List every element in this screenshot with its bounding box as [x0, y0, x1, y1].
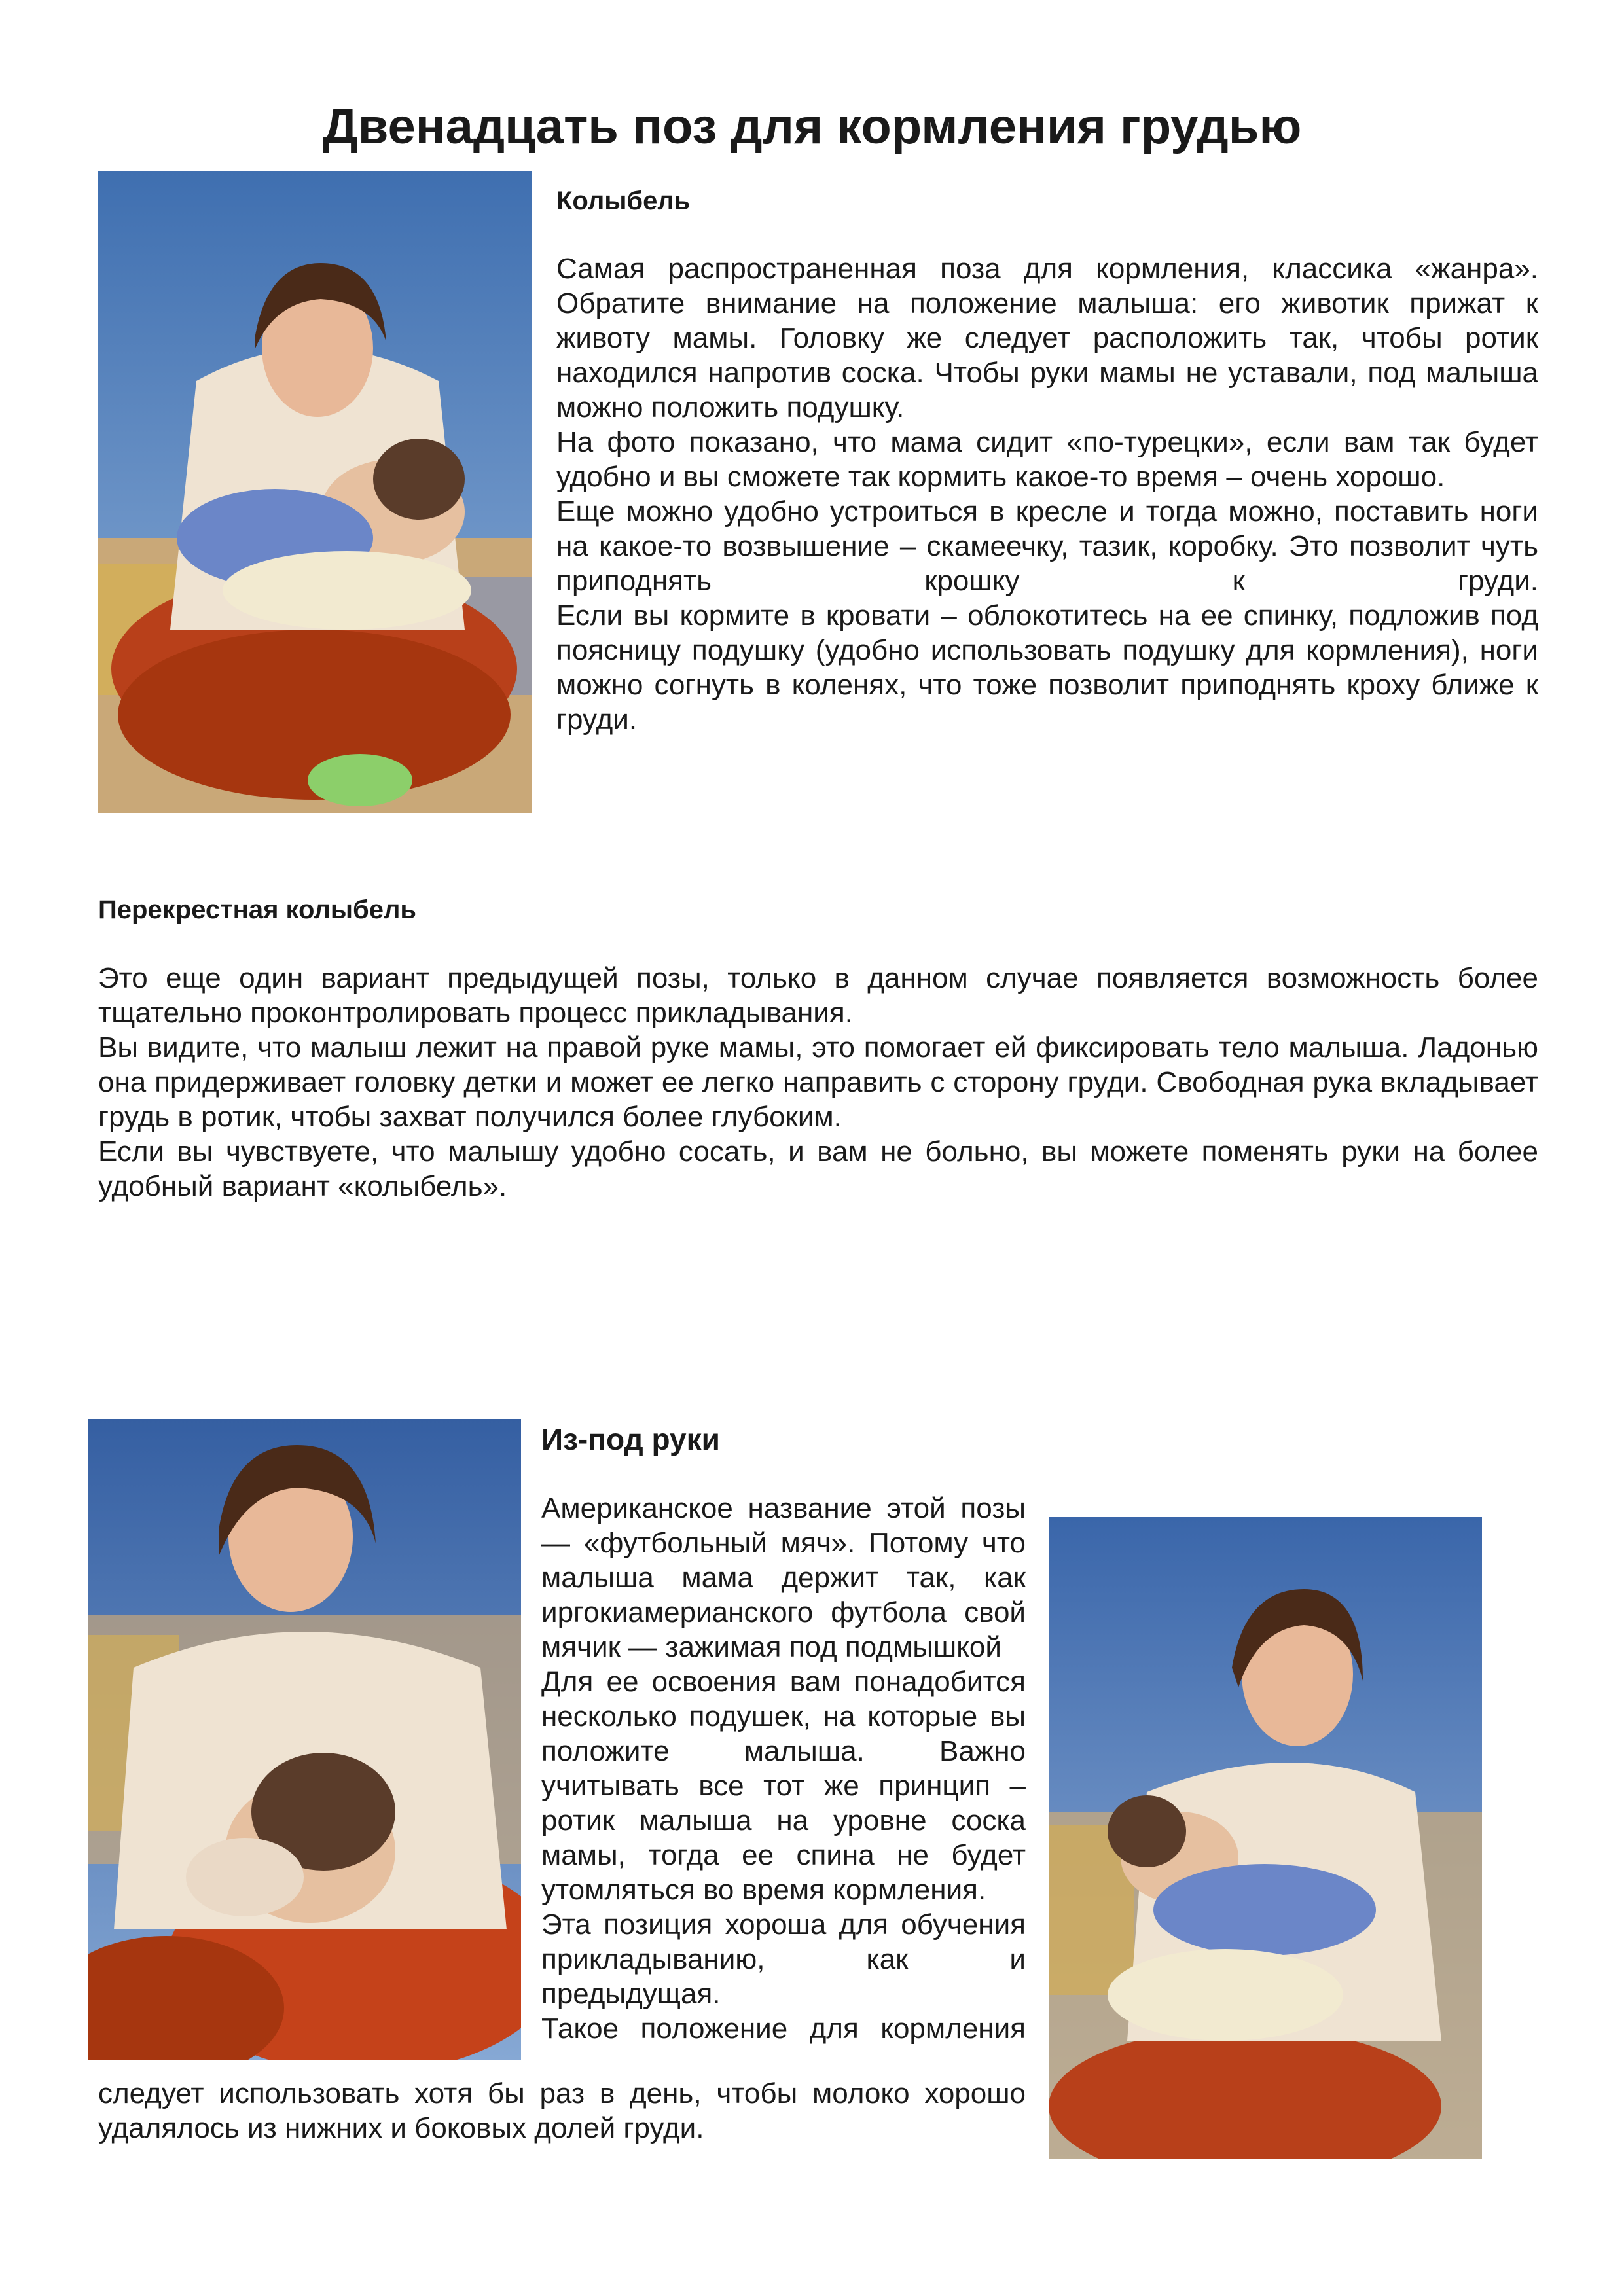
paragraph: Самая распространенная поза для кормления, классика «жанра». Обратите внимание на положение малыша: его животик прижат к животу мамы. Головку же следует расположить так, чтобы ротик находился напротив соска. Чтобы руки мамы не уставали, под малыша можно положить подушку.	[556, 253, 1538, 423]
section-heading-cross-cradle: Перекрестная колыбель	[98, 895, 416, 924]
section-body-cradle	[556, 251, 1538, 737]
paragraph: Это еще один вариант предыдущей позы, только в данном случае появляется возможность более тщательно проконтролировать процесс прикладывания.	[98, 962, 1538, 1029]
paragraph: Если вы чувствуете, что малышу удобно сосать, и вам не больно, вы можете поменять руки на более удобный вариант «колыбель».	[98, 1136, 1538, 1202]
cradle-pose-photo	[98, 171, 532, 813]
section-heading-underarm: Из-под руки	[541, 1422, 720, 1456]
paragraph: Американское название этой позы — «футбольный мяч». Потому что малыша мама держит так, как иргокиамерианского футбола свой мячик — зажимая под подмышкой	[541, 1492, 1026, 1663]
paragraph: Если вы кормите в кровати – облокотитесь на ее спинку, подложив под поясницу подушку (удобно использовать подушку для кормления), ноги можно согнуть в коленях, что тоже позволит приподнять кроху ближе к груди.	[556, 600, 1538, 736]
paragraph: Еще можно удобно устроиться в кресле и тогда можно, поставить ноги на какое-то возвышение – скамеечку, тазик, коробку. Это позволит чуть приподнять крошку к груди.	[556, 495, 1538, 597]
paragraph: Для ее освоения вам понадобится несколько подушек, на которые вы положите малыша. Важно учитывать все тот же принцип – ротик малыша на уровне соска мамы, тогда ее спина не будет утомляться во время кормления.	[541, 1666, 1026, 1906]
paragraph: Вы видите, что малыш лежит на правой руке мамы, это помогает ей фиксировать тело малыша. Ладонью она придерживает головку детки и может ее легко направить с сторону груди. Свободная рука вкладывает грудь в ротик, чтобы захват получился более глубоким.	[98, 1031, 1538, 1133]
paragraph: На фото показано, что мама сидит «по-турецки», если вам так будет удобно и вы сможете так кормить какое-то время – очень хорошо.	[556, 426, 1538, 493]
paragraph: Эта позиция хороша для обучения прикладыванию, как и предыдущая.	[541, 1909, 1026, 2010]
underarm-pose-photo-2	[1049, 1517, 1482, 2159]
paragraph: Такое положение для кормления	[541, 2013, 1026, 2045]
section-body-underarm	[541, 1491, 1026, 2046]
paragraph: следует использовать хотя бы раз в день, чтобы молоко хорошо удалялось из нижних и боковых долей груди.	[98, 2077, 1026, 2144]
section-body-underarm-continuation	[98, 2076, 1026, 2145]
section-body-cross-cradle	[98, 961, 1538, 1204]
section-heading-cradle: Колыбель	[556, 187, 691, 215]
page-title: Двенадцать поз для кормления грудью	[322, 99, 1302, 154]
underarm-pose-photo-1	[88, 1419, 521, 2060]
